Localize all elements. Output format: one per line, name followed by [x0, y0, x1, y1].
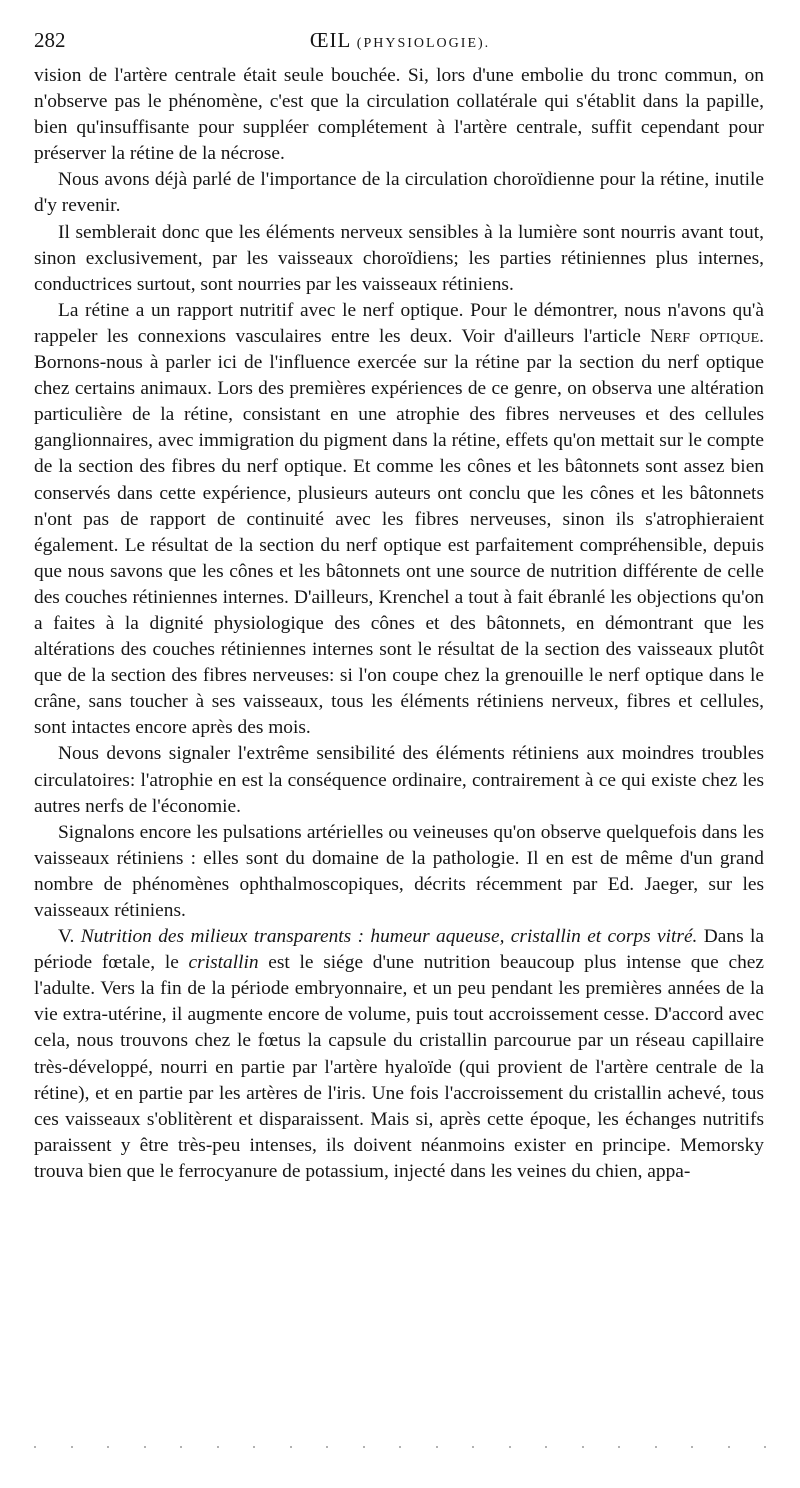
paragraph-pulsations: Signalons encore les pulsations artérielles ou veineuses qu'on observe quelquefois dans les vaisseaux rétiniens : elles sont du domaine de la pathologie. Il en est de même d'un grand nombre de phénomènes ophthalmoscopiques, décrits récemment par Ed. Jaeger, sur les vaisseaux rétiniens.: [34, 821, 764, 921]
nerf-optique-cross-reference: Nerf optique: [650, 325, 760, 347]
paragraph-choroidal-circulation: Nous avons déjà parlé de l'importance de la circulation choroïdienne pour la rétine, inutile d'y revenir.: [34, 169, 764, 217]
footer-dots: [34, 1446, 766, 1452]
section-text-rest: est le siége d'une nutrition beaucoup plus intense que chez l'adulte. Vers la fin de la période embryonnaire, et un peu pendant les premières années de la vie extra-utérine, il augmente encore de volume, puis tout accroissement cesse. D'accord avec cela, nous trouvons chez le fœtus la capsule du cristallin parcourue par un réseau capillaire très-développé, nourri en partie par l'artère hyaloïde (qui provient de l'artère centrale de la rétine), et en partie par les artères de l'iris. Une fois l'accroissement du cristallin achevé, tous ces vaisseaux s'oblitèrent et disparaissent. Mais si, après cette époque, les échanges nutritifs paraissent y être très-peu intenses, ils doivent néanmoins exister en principe. Memorsky trouva bien que le ferrocyanure de potassium, injecté dans les veines du chien, appa-: [34, 952, 764, 1182]
optic-nerve-text-rest: . Bornons-nous à parler ici de l'influence exercée sur la rétine par la section du nerf optique chez certains animaux. Lors des premières expériences de ce genre, on observa une altération particulière de la rétine, consistant en une atrophie des fibres nerveuses et des cellules ganglionnaires, avec immigration du pigment dans la rétine, effets qu'on mettait sur le compte de la section des fibres du nerf optique. Et comme les cônes et les bâtonnets sont assez bien conservés dans cette expérience, plusieurs auteurs ont conclu que les cônes et les bâtonnets n'ont pas de rapport de continuité avec les fibres nerveuses, sinon ils s'atrophieraient également. Le résultat de la section du nerf optique est parfaitement compréhensible, depuis que nous savons que les cônes et les bâtonnets ont une source de nutrition différente de celle des couches rétiniennes internes. D'ailleurs, Krenchel a tout à fait ébranlé les objections qu'on a faites à la dignité physiologique des cônes et des bâtonnets, en démontrant que les altérations des couches rétiniennes internes sont le résultat de la section des vaisseaux plutôt que de la section des fibres nerveuses: si l'on coupe chez la grenouille le nerf optique dans le crâne, sans toucher à ses vaisseaux, tous les éléments rétiniens nerveux, fibres et cellules, sont intactes encore après des mois.: [34, 325, 764, 739]
paragraph-circulatory-sensitivity: Nous devons signaler l'extrême sensibilité des éléments rétiniens aux moindres troubles circulatoires: l'atrophie en est la conséquence ordinaire, contrairement à ce qui existe chez les autres nerfs de l'économie.: [34, 743, 764, 817]
paragraph-nervous-elements: Il semblerait donc que les éléments nerveux sensibles à la lumière sont nourris avant tout, sinon exclusivement, par les vaisseaux choroïdiens; les parties rétiniennes plus internes, conductrices surtout, sont nourries par les vaisseaux rétiniens.: [34, 221, 764, 295]
section-number: V.: [58, 926, 81, 948]
section-text-start: Dans la période fœtale, le: [34, 926, 764, 974]
running-title: [34, 28, 766, 53]
paragraph-transparent-media: [34, 924, 764, 1185]
body-text: [34, 63, 764, 1185]
cristallin-emphasis: cristallin: [188, 952, 259, 974]
running-header: [34, 28, 766, 60]
paragraph-optic-nerve: [34, 298, 764, 742]
running-title-main: ŒIL: [309, 28, 351, 52]
running-title-subtitle: (PHYSIOLOGIE).: [356, 36, 491, 51]
section-heading: Nutrition des milieux transparents : humeur aqueuse, cristallin et corps vitré.: [80, 926, 698, 948]
paragraph-continuation: vision de l'artère centrale était seule bouchée. Si, lors d'une embolie du tronc commun, on n'observe pas le phénomène, c'est que la circulation collatérale qui s'établit dans la papille, bien qu'insuffisante pour suppléer complétement à l'artère centrale, suffit cependant pour préserver la rétine de la nécrose.: [34, 65, 764, 165]
optic-nerve-text-start: La rétine a un rapport nutritif avec le nerf optique. Pour le démontrer, nous n'avons qu'à rappeler les connexions vasculaires entre les deux. Voir d'ailleurs l'article: [34, 299, 764, 347]
page-number: 282: [34, 28, 66, 52]
